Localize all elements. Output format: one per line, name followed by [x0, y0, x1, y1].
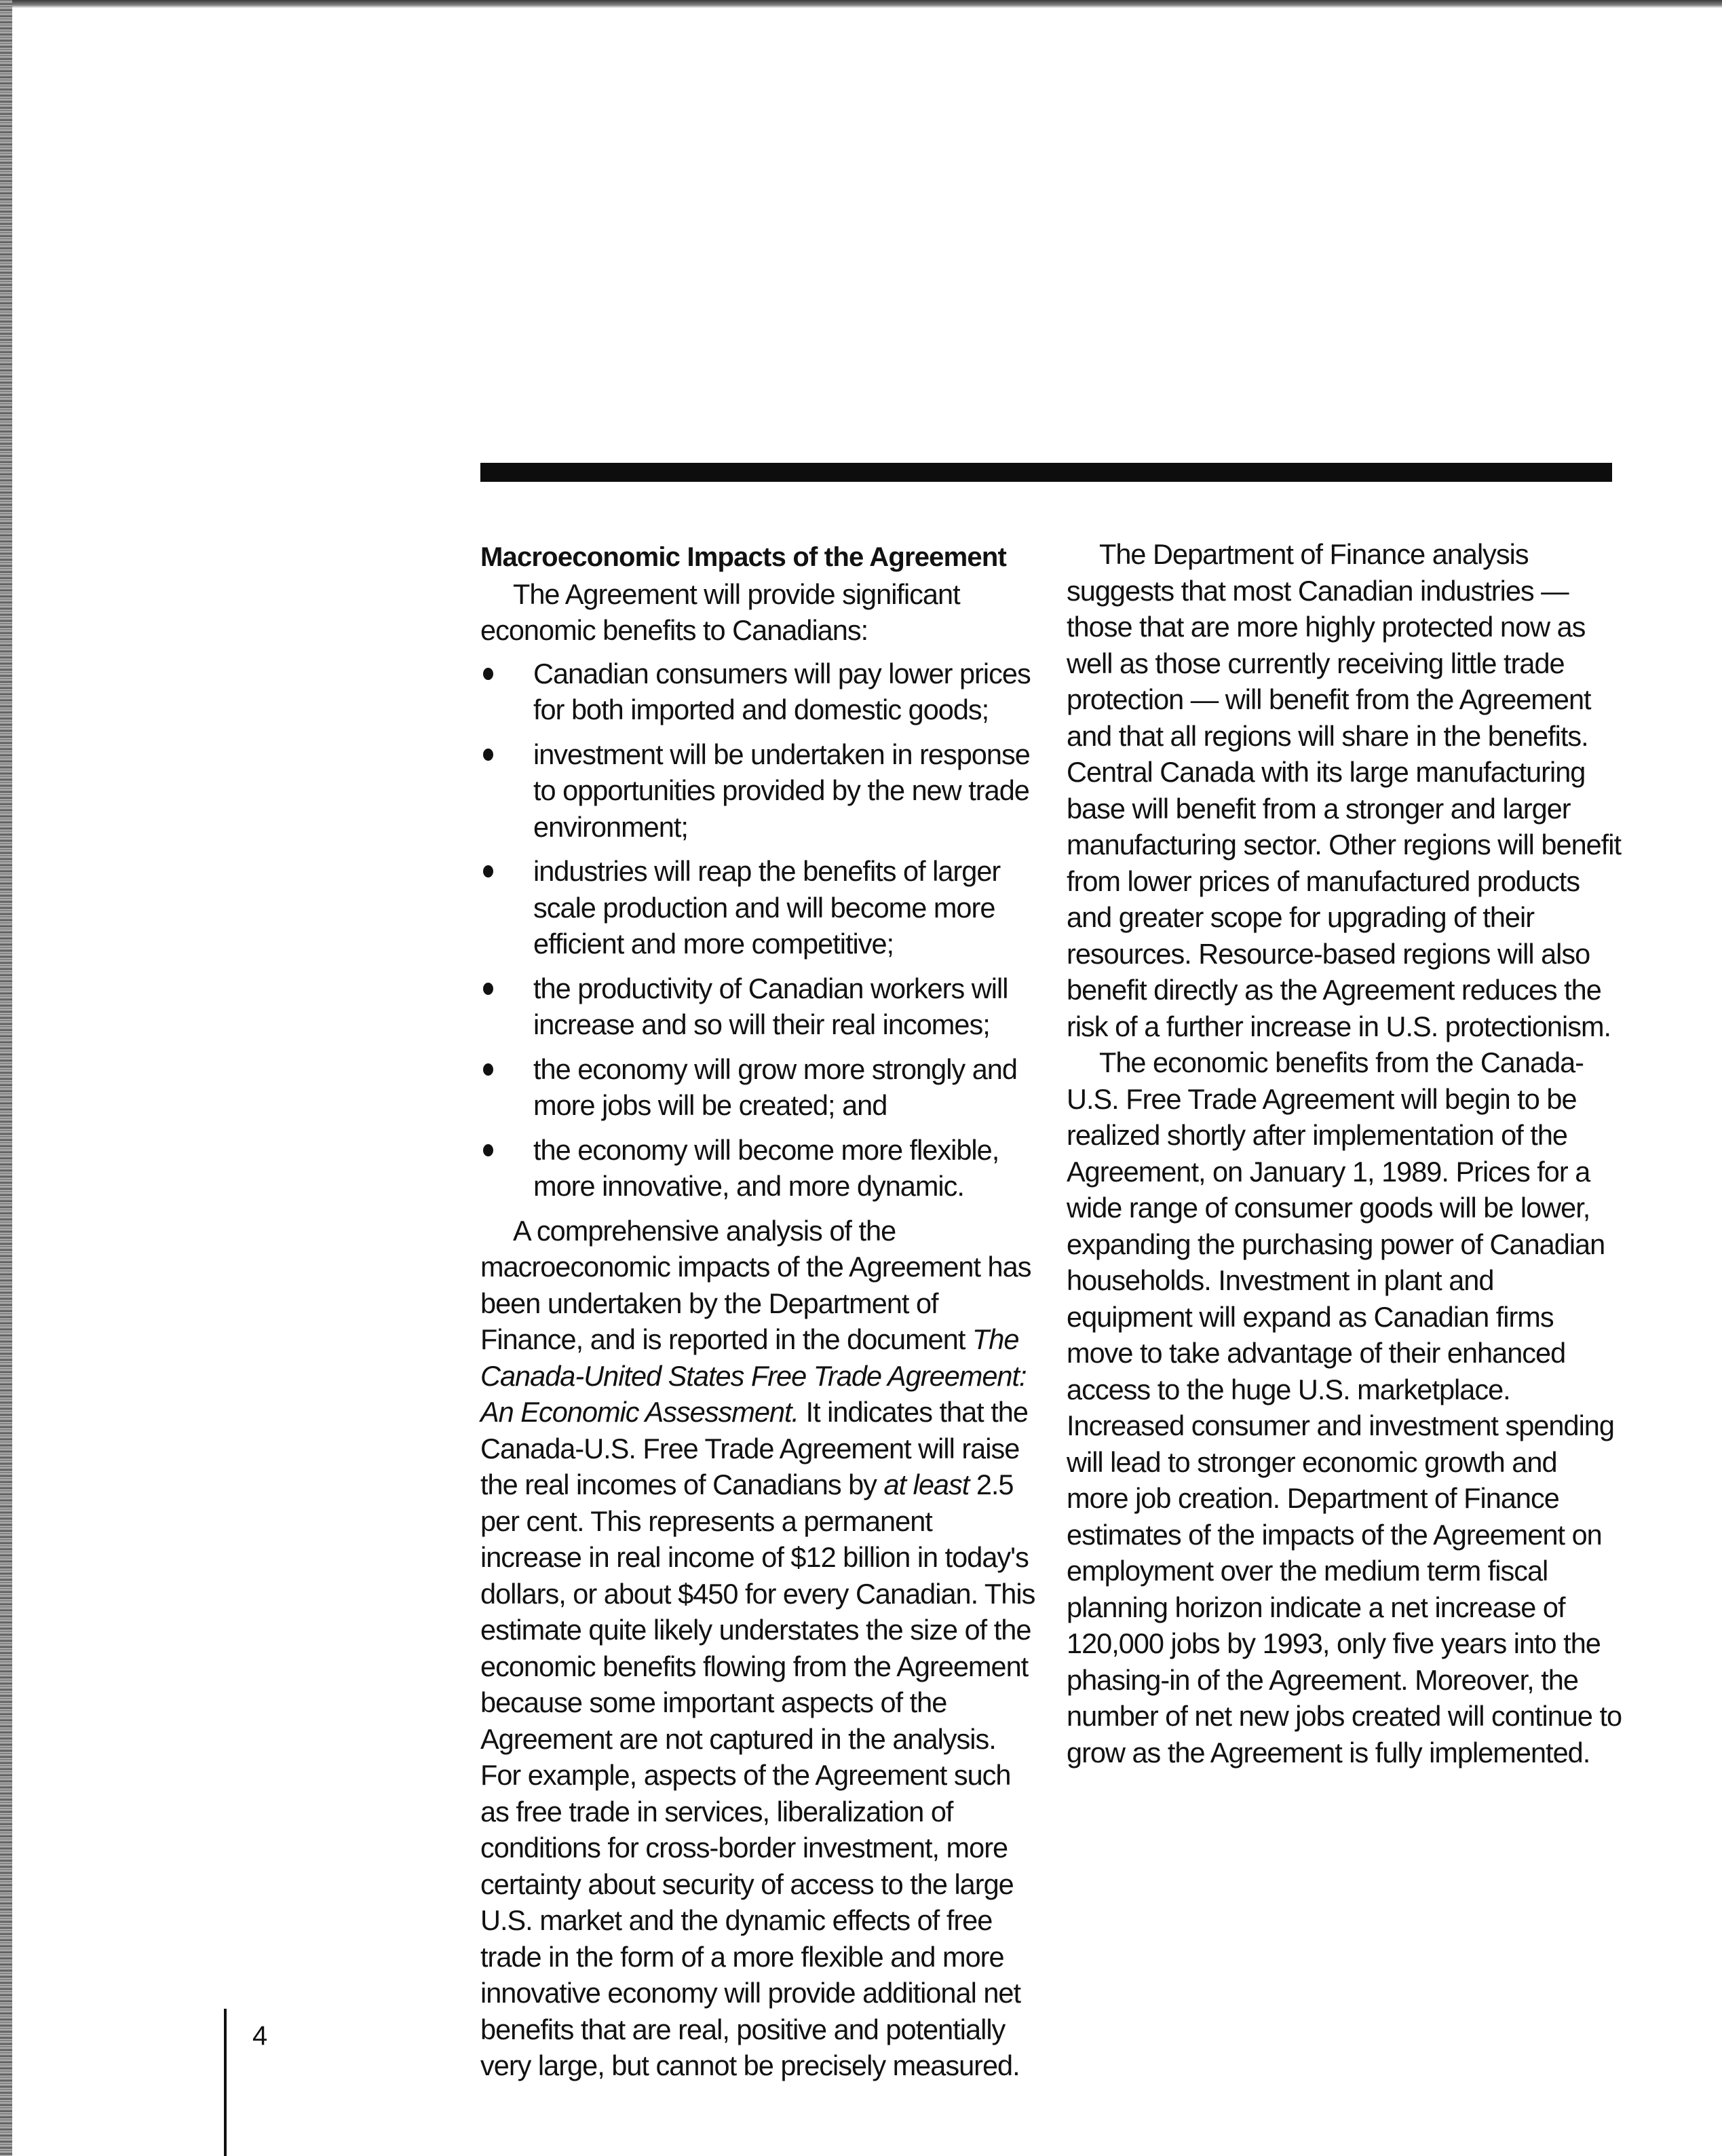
bullet-icon	[483, 668, 493, 680]
section-rule	[480, 463, 1612, 482]
document-title: The Canada-United States Free Trade Agreement: An Economic Assessment.	[480, 1323, 1027, 1428]
list-item: the productivity of Canadian workers will increase and so will their real incomes;	[480, 970, 1037, 1043]
bullet-icon	[483, 1144, 493, 1156]
bullet-icon	[483, 865, 493, 877]
benefits-list	[480, 656, 1037, 1205]
right-column	[1067, 536, 1623, 1771]
list-item: the economy will grow more strongly and more jobs will be created; and	[480, 1051, 1037, 1124]
emphasis-at-least: at least	[883, 1469, 970, 1500]
list-item: investment will be undertaken in response to opportunities provided by the new trade environment;	[480, 736, 1037, 846]
section-heading: Macroeconomic Impacts of the Agreement	[480, 542, 1006, 572]
list-item: the economy will become more flexible, more innovative, and more dynamic.	[480, 1132, 1037, 1205]
economic-benefits-paragraph: The economic benefits from the Canada-U.S. Free Trade Agreement will begin to be realized shortly after implementation of the Agreement, on January 1, 1989. Prices for a wide range of consumer goods will be lower, expanding the purchasing power of Canadian households. Investment in plant and equipment will expand as Canadian firms move to take advantage of their enhanced access to the huge U.S. marketplace. Increased consumer and investment spending will lead to stronger economic growth and more job creation. Department of Finance estimates of the impacts of the Agreement on employment over the medium term fiscal planning horizon indicate a net increase of 120,000 jobs by 1993, only five years into the phasing-in of the Agreement. Moreover, the number of net new jobs created will continue to grow as the Agreement is fully implemented.	[1067, 1046, 1622, 1769]
list-item: Canadian consumers will pay lower prices for both imported and domestic goods;	[480, 656, 1037, 728]
bullet-icon	[483, 1063, 493, 1076]
intro-paragraph: The Agreement will provide significant economic benefits to Canadians:	[480, 578, 960, 646]
list-item: industries will reap the benefits of larger scale production and will become more efficient and more competitive;	[480, 853, 1037, 962]
finance-analysis-paragraph: The Department of Finance analysis suggests that most Canadian industries — those that are more highly protected now as well as those currently receiving little trade protection — will benefit from the Agreement and that all regions will share in the benefits. Central Canada with its large manufacturing base will benefit from a stronger and larger manufacturing sector. Other regions will benefit from lower prices of manufactured products and greater scope for upgrading of their resources. Resource-based regions will also benefit directly as the Agreement reduces the risk of a further increase in U.S. protectionism.	[1067, 538, 1622, 1042]
margin-line	[224, 2009, 227, 2156]
bullet-icon	[483, 983, 493, 995]
analysis-paragraph: A comprehensive analysis of the macroeconomic impacts of the Agreement has been undertaken by the Department of Finance, and is reported in the document The Canada-United States Free Trade Agreement: An Economic Assessment. It indicates that the Canada-U.S. Free Trade Agreement will raise the real incomes of Canadians by at least 2.5 per cent. This represents a permanent increase in real income of $12 billion in today's dollars, or about $450 for every Canadian. This estimate quite likely understates the size of the economic benefits flowing from the Agreement because some important aspects of the Agreement are not captured in the analysis. For example, aspects of the Agreement such as free trade in services, liberalization of conditions for cross-border investment, more certainty about security of access to the large U.S. market and the dynamic effects of free trade in the form of a more flexible and more innovative economy will provide additional net benefits that are real, positive and potentially very large, but cannot be precisely measured.	[480, 1214, 1035, 2081]
bullet-icon	[483, 749, 493, 761]
left-column	[480, 540, 1037, 2084]
scan-edge-left	[0, 0, 12, 2156]
scan-edge-top	[0, 0, 1722, 8]
page-number: 4	[252, 2021, 268, 2051]
